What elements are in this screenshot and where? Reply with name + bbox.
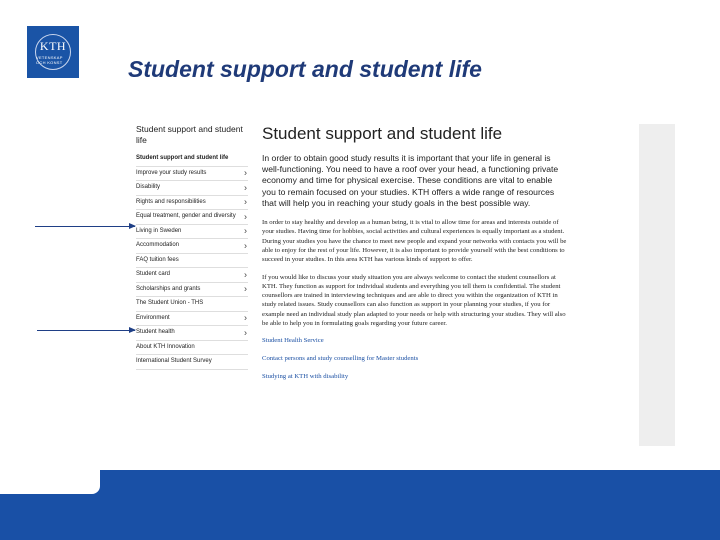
sidebar-item-label: Accommodation (136, 242, 180, 248)
sidebar-item-label: Living in Sweden (136, 227, 182, 234)
chevron-right-icon: › (244, 211, 247, 221)
slide-title: Student support and student life (128, 56, 482, 82)
sidebar-item-student-health[interactable] (136, 326, 248, 341)
sidebar-item-label: Rights and responsibilities (136, 198, 206, 205)
sidebar-item-label: Disability (136, 184, 161, 190)
logo-text: KTH (39, 39, 67, 53)
logo-subtext: VETENSKAP OCH KONST (36, 55, 63, 65)
sidebar-heading: Student support and student life (136, 124, 243, 145)
sidebar-item-rights[interactable] (136, 196, 248, 211)
sidebar-item-label: Student card (136, 271, 171, 277)
lead-paragraph: In order to obtain good study results it is important that your life in general is well-functioning. You need to have a roof over your head, a functioning private economy and time for physical exercise. These conditions are vital to enable you to remain focused on your studies. KTH offers a wide range of resources that will help you in reaching your study goals in the best possible way. (262, 153, 559, 208)
footer-notch (0, 470, 100, 494)
sidebar-item-disability[interactable] (136, 181, 248, 196)
right-panel (639, 124, 675, 446)
page-title: Student support and student life (262, 124, 503, 143)
sidebar-item-environment[interactable] (136, 312, 248, 327)
link-contact-persons[interactable]: Contact persons and study counselling for Master students (262, 355, 419, 363)
sidebar-item-faq-tuition[interactable] (136, 254, 248, 269)
sidebar-item-label: Scholarships and grants (136, 285, 201, 292)
chevron-right-icon: › (244, 182, 247, 192)
sidebar-item-label: FAQ tuition fees (136, 256, 179, 263)
website-screenshot (130, 120, 675, 446)
sidebar-nav (136, 124, 248, 370)
link-studying-with-disability[interactable]: Studying at KTH with disability (262, 373, 349, 381)
chevron-right-icon: › (244, 240, 247, 250)
pointer-arrow-rights (35, 226, 135, 227)
body-paragraph: In order to stay healthy and develop as a human being, it is vital to allow time for areas and interests outside of your studies. Having time for hobbies, social activities and cultural experiences is equally important as a student. During your studies you have the chance to meet new people and expand your networks with contacts you will be able to enjoy for the rest of your life. However, it is also important to provide yourself with the best conditions to succeed in your studies. In this area KTH has various kinds of support to offer. (262, 219, 567, 264)
sidebar-item-label: About KTH Innovation (136, 343, 195, 350)
sidebar-item-student-union[interactable] (136, 297, 248, 312)
chevron-right-icon: › (244, 283, 247, 294)
sidebar-item-kth-innovation[interactable] (136, 341, 248, 356)
sidebar-item-living-in-sweden[interactable] (136, 225, 248, 240)
sidebar-item-label: International Student Survey (136, 358, 212, 364)
chevron-right-icon: › (244, 312, 247, 323)
kth-logo (27, 26, 79, 78)
sidebar-item-label: Equal treatment, gender and diversity (136, 213, 236, 219)
sidebar-item-improve-study-results[interactable] (136, 167, 248, 182)
main-content (262, 124, 568, 390)
chevron-right-icon: › (244, 269, 247, 279)
logo-seal (35, 34, 71, 70)
sidebar-item-student-survey[interactable] (136, 355, 248, 370)
pointer-arrow-student-card (37, 330, 135, 331)
footer-band (0, 470, 720, 540)
link-student-health-service[interactable]: Student Health Service (262, 337, 324, 345)
chevron-right-icon: › (244, 225, 247, 236)
chevron-right-icon: › (244, 196, 247, 207)
sidebar-item-label: Environment (136, 314, 170, 321)
sidebar-item-label: The Student Union - THS (136, 300, 204, 306)
chevron-right-icon: › (244, 167, 247, 178)
sidebar-item-student-card[interactable] (136, 268, 248, 283)
sidebar-item-label: Improve your study results (136, 169, 207, 176)
sidebar-item-equal-treatment[interactable] (136, 210, 248, 225)
sidebar-item-accommodation[interactable] (136, 239, 248, 254)
sidebar-item-label: Student support and student life (136, 155, 229, 161)
sidebar-item-scholarships[interactable] (136, 283, 248, 298)
chevron-right-icon: › (244, 327, 247, 337)
sidebar-item-label: Student health (136, 329, 175, 335)
body-paragraph: If you would like to discuss your study situation you are always welcome to contact the student counsellors at KTH. They function as support for individual students and everything you tell them is confidential. The student counsellors are trained in interviewing techniques and are able to direct you within the organization of KTH in study related issues. Study counsellors can also function as support in your planning your studies, if you for example need an individual study plan adapted to your needs or help with structuring your studies. They will also be able to help you in formulating goals regarding your future career. (262, 273, 566, 327)
sidebar-item-student-support[interactable] (136, 152, 248, 167)
